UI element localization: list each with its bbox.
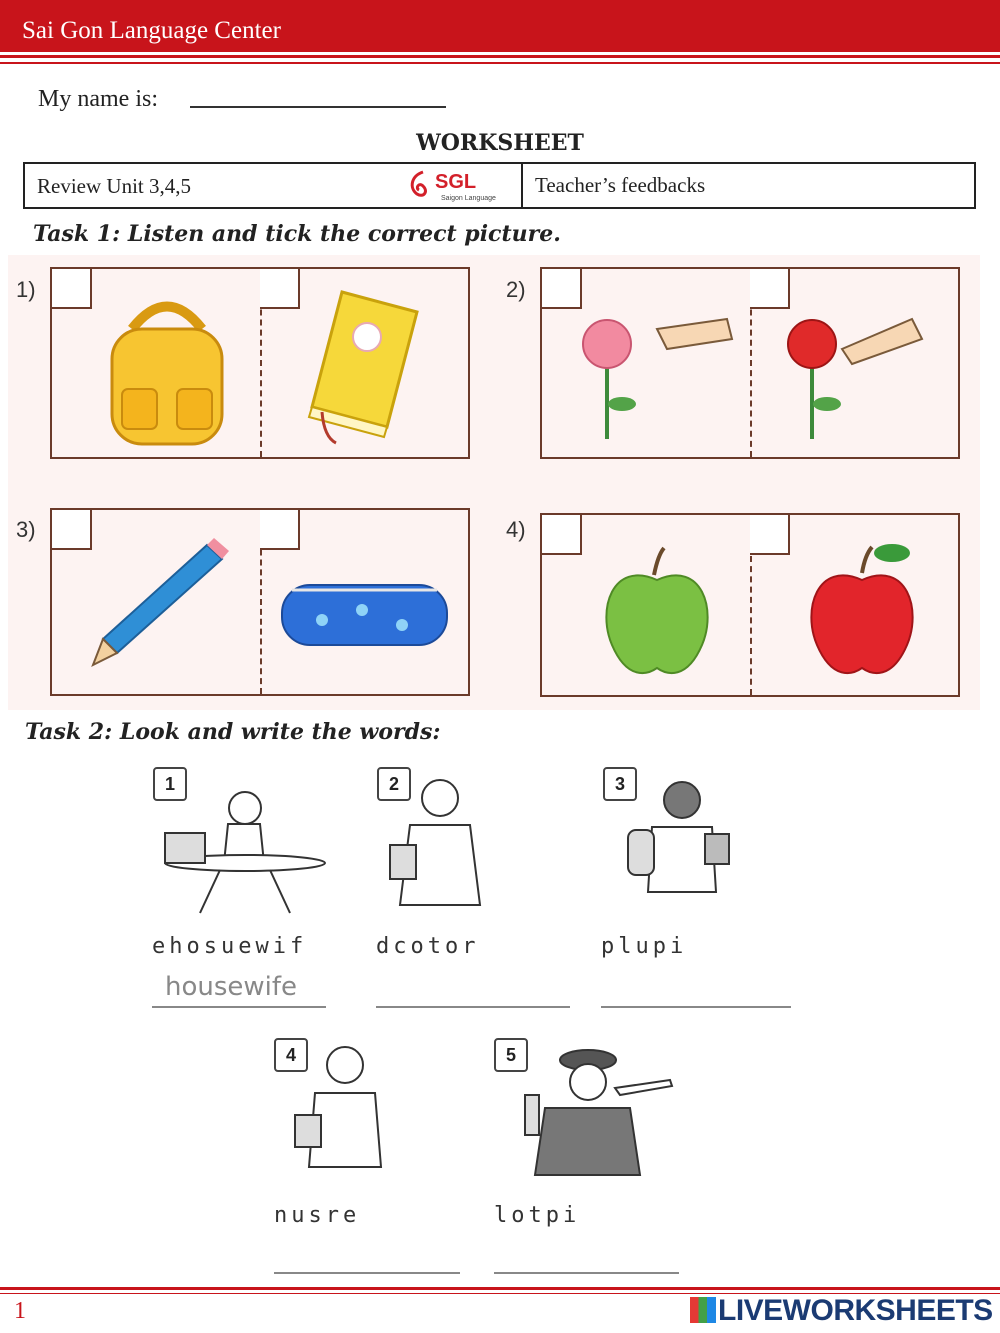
task1-title: Task 1: Listen and tick the correct picture. bbox=[33, 221, 561, 247]
red-apple-icon bbox=[797, 535, 937, 690]
answer-line[interactable] bbox=[376, 1006, 570, 1008]
tick-box[interactable] bbox=[52, 510, 92, 550]
number-box: 5 bbox=[494, 1038, 528, 1072]
pencil-case-icon bbox=[272, 570, 462, 660]
tick-box[interactable] bbox=[542, 269, 582, 309]
header-rule-thin bbox=[0, 62, 1000, 64]
tick-box[interactable] bbox=[260, 510, 300, 550]
brand-text: LIVEWORKSHEETS bbox=[718, 1294, 993, 1327]
logo-text: SGL bbox=[435, 171, 477, 193]
number-box: 2 bbox=[377, 767, 411, 801]
red-rose-icon bbox=[772, 309, 942, 449]
answer-line[interactable] bbox=[274, 1272, 460, 1274]
pupil-icon bbox=[620, 772, 740, 902]
housewife-icon bbox=[160, 778, 330, 918]
task2-title: Task 2: Look and write the words: bbox=[25, 719, 441, 745]
tick-box[interactable] bbox=[52, 269, 92, 309]
sgl-logo bbox=[405, 166, 505, 206]
green-apple-icon bbox=[592, 540, 722, 690]
review-cell bbox=[25, 164, 523, 207]
pencil-icon bbox=[87, 535, 237, 675]
nurse-icon bbox=[285, 1035, 395, 1175]
task1-item-3 bbox=[50, 508, 470, 696]
info-table bbox=[23, 162, 976, 209]
item-number: 1) bbox=[16, 277, 36, 302]
name-input-line[interactable] bbox=[190, 106, 446, 108]
answer-line[interactable] bbox=[152, 1006, 326, 1008]
jumbled-word: ehosuewif bbox=[152, 934, 308, 959]
logo-subtext: Saigon Language bbox=[441, 195, 496, 202]
center-name: Sai Gon Language Center bbox=[22, 17, 281, 44]
pink-rose-icon bbox=[567, 309, 737, 449]
task1-item-4 bbox=[540, 513, 960, 697]
jumbled-word: plupi bbox=[601, 934, 688, 959]
item-number: 3) bbox=[16, 517, 36, 542]
tick-box[interactable] bbox=[750, 269, 790, 309]
jumbled-word: dcotor bbox=[376, 934, 480, 959]
book-icon bbox=[292, 287, 432, 447]
number-box: 4 bbox=[274, 1038, 308, 1072]
answer-line[interactable] bbox=[494, 1272, 679, 1274]
number-box: 1 bbox=[153, 767, 187, 801]
schoolbag-icon bbox=[92, 289, 242, 449]
name-label: My name is: bbox=[38, 86, 158, 112]
review-label: Review Unit 3,4,5 bbox=[37, 174, 191, 198]
number-box: 3 bbox=[603, 767, 637, 801]
task1-item-1 bbox=[50, 267, 470, 459]
pilot-icon bbox=[500, 1040, 680, 1180]
logo-blocks-icon bbox=[690, 1297, 716, 1323]
answer-text: housewife bbox=[165, 972, 298, 1002]
liveworksheets-logo bbox=[690, 1294, 993, 1328]
header-rule bbox=[0, 55, 1000, 58]
tick-box[interactable] bbox=[750, 515, 790, 555]
feedback-cell: Teacher’s feedbacks bbox=[535, 173, 706, 197]
task1-panel bbox=[8, 255, 980, 710]
jumbled-word: lotpi bbox=[494, 1203, 581, 1228]
item-number: 4) bbox=[506, 517, 526, 542]
footer-rule bbox=[0, 1287, 1000, 1290]
task1-item-2 bbox=[540, 267, 960, 459]
answer-line[interactable] bbox=[601, 1006, 791, 1008]
jumbled-word: nusre bbox=[274, 1203, 361, 1228]
worksheet-title: WORKSHEET bbox=[416, 130, 584, 156]
item-number: 2) bbox=[506, 277, 526, 302]
page-number: 1 bbox=[14, 1298, 26, 1324]
doctor-icon bbox=[380, 770, 500, 910]
tick-box[interactable] bbox=[542, 515, 582, 555]
